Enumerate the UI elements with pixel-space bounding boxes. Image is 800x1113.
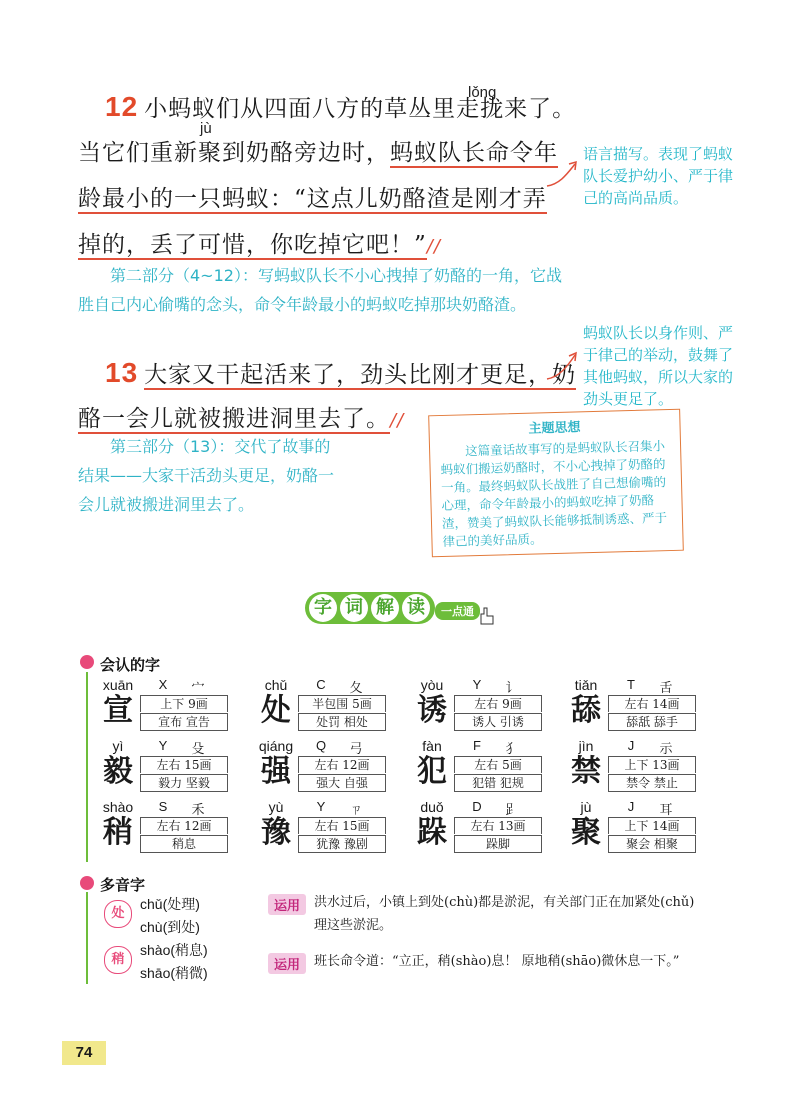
- char-structure: 左右 9画: [454, 695, 542, 712]
- char-initial: J: [627, 799, 635, 814]
- char-glyph: 跺: [417, 815, 447, 850]
- char-glyph: 犯: [417, 754, 447, 789]
- page-number: 74: [62, 1041, 106, 1065]
- usage-text: 洪水过后，小镇上到处(chù)都是淤泥，有关部门正在加紧处(chǔ): [314, 895, 695, 910]
- char-words: 跺脚: [454, 835, 542, 853]
- char-card: [256, 799, 396, 855]
- char-radical: 舌: [659, 681, 673, 696]
- char-card: [412, 677, 552, 733]
- theme-text: 这篇童话故事写的是蚂蚁队长召集小蚂蚁们搬运奶酪时，不小心拽掉了奶酪的一角。最终蚂蚁队长战胜了自己想偷嘴的心理，命令年龄最小的蚂蚁吃掉了奶酪渣，赞美了蚂蚁队长能够抵制诱惑、严于律己的美好品质。: [440, 438, 668, 549]
- char-initial: T: [627, 677, 635, 692]
- underlined-text: 大家又干起活来了，劲头比刚才更足，奶: [144, 362, 577, 388]
- char-glyph: 稍: [103, 815, 133, 850]
- char-initial: Y: [316, 799, 326, 814]
- char-words: 犯错 犯规: [454, 774, 542, 792]
- char-structure: 上下 14画: [608, 817, 696, 834]
- char-radical: 示: [659, 742, 673, 757]
- paragraph-number: 13: [105, 357, 139, 388]
- char-words: 聚会 相聚: [608, 835, 696, 853]
- text: 当它们重新聚到奶酪旁边时，: [78, 140, 390, 166]
- arrow-icon: [545, 345, 585, 385]
- char-initial: Y: [472, 677, 482, 692]
- char-initial: X: [158, 677, 168, 692]
- reading: chǔ(处理): [140, 896, 200, 912]
- char-structure: 半包围 5画: [298, 695, 386, 712]
- divider: [86, 892, 88, 984]
- char-pinyin: shào: [102, 799, 134, 815]
- section-banner: [305, 592, 481, 626]
- char-structure: 左右 15画: [140, 756, 228, 773]
- char-pinyin: tiǎn: [574, 677, 598, 693]
- section-title-polyphonic: 多音字: [100, 876, 146, 894]
- char-words: 犹豫 豫剧: [298, 835, 386, 853]
- paragraph-number: 12: [105, 91, 139, 122]
- char-words: 禁令 禁止: [608, 774, 696, 792]
- char-glyph: 禁: [571, 754, 601, 789]
- char-structure: 左右 14画: [608, 695, 696, 712]
- char-structure: 左右 13画: [454, 817, 542, 834]
- char-pinyin: jìn: [578, 738, 594, 754]
- usage-text: 理这些淤泥。: [314, 918, 393, 933]
- pencil-icon: [80, 655, 94, 669]
- char-words: 稍息: [140, 835, 228, 853]
- char-radical: 耳: [659, 803, 673, 818]
- char-card: [256, 677, 396, 733]
- pinyin-annotation: jù: [200, 120, 212, 137]
- char-pinyin: qiáng: [258, 738, 294, 754]
- char-words: 宣布 宣告: [140, 713, 228, 731]
- char-structure: 左右 15画: [298, 817, 386, 834]
- section-summary: 第三部分（13）：交代了故事的结果——大家干活劲头更足，奶酪一会儿就被搬进洞里去了。: [78, 437, 335, 514]
- paragraph-12-line1: [105, 84, 576, 132]
- pinyin-annotation: lǒng: [468, 84, 497, 101]
- char-radical: 犭: [505, 742, 519, 757]
- usage-tag: 运用: [268, 894, 306, 915]
- char-card: [566, 677, 706, 733]
- char-structure: 左右 12画: [140, 817, 228, 834]
- char-words: 舔舐 舔手: [608, 713, 696, 731]
- usage-tag: 运用: [268, 953, 306, 974]
- char-pinyin: yòu: [420, 677, 444, 693]
- theme-title: 主题思想: [528, 420, 581, 437]
- reading: chù(到处): [140, 919, 200, 935]
- char-glyph: 豫: [261, 815, 291, 850]
- paragraph-12-line3: [78, 176, 547, 222]
- arrow-icon: [545, 150, 585, 190]
- char-structure: 左右 5画: [454, 756, 542, 773]
- underlined-text: 龄最小的一只蚂蚁：“这点儿奶酪渣是刚才弄: [78, 186, 547, 212]
- usage-text: 班长命令道：“立正，稍(shào)息！ 原地稍(shāo)微休息一下。”: [314, 954, 680, 969]
- polyphonic-char: 处: [104, 900, 132, 928]
- char-initial: J: [627, 738, 635, 753]
- char-card: [98, 799, 238, 855]
- char-initial: C: [316, 677, 326, 692]
- char-radical: 弓: [349, 742, 363, 757]
- char-radical: ㄗ: [349, 803, 363, 818]
- underlined-text: 酪一会儿就被搬进洞里去了。: [78, 406, 390, 432]
- char-radical: 殳: [191, 742, 205, 757]
- char-words: 处罚 相处: [298, 713, 386, 731]
- char-card: [98, 677, 238, 733]
- char-glyph: 舔: [571, 693, 601, 728]
- char-card: [412, 799, 552, 855]
- char-card: [256, 738, 396, 794]
- polyphonic-char: 稍: [104, 946, 132, 974]
- char-glyph: 宣: [103, 693, 133, 728]
- reading: shào(稍息): [140, 942, 208, 958]
- char-radical: 禾: [191, 803, 205, 818]
- char-glyph: 聚: [571, 815, 601, 850]
- underlined-text: 蚂蚁队长命令年: [390, 140, 558, 166]
- char-pinyin: chǔ: [264, 677, 288, 693]
- margin-note: 语言描写。表现了蚂蚁队长爱护幼小、严于律己的高尚品质。: [583, 145, 734, 207]
- char-structure: 上下 13画: [608, 756, 696, 773]
- char-card: [566, 799, 706, 855]
- char-initial: Q: [315, 738, 327, 753]
- char-pinyin: fàn: [422, 738, 442, 754]
- banner-char: 字: [309, 594, 337, 622]
- char-initial: F: [473, 738, 481, 753]
- char-words: 毅力 坚毅: [140, 774, 228, 792]
- char-words: 强大 自强: [298, 774, 386, 792]
- char-card: [98, 738, 238, 794]
- char-words: 诱人 引诱: [454, 713, 542, 731]
- section-title-recognize: 会认的字: [100, 656, 161, 674]
- char-glyph: 诱: [417, 693, 447, 728]
- char-pinyin: yù: [268, 799, 284, 815]
- margin-note: 蚂蚁队长以身作则、严于律己的举动，鼓舞了其他蚂蚁，所以大家的劲头更足了。: [583, 324, 734, 408]
- char-glyph: 强: [261, 754, 291, 789]
- char-radical: 夂: [349, 681, 363, 696]
- banner-char: 词: [340, 594, 368, 622]
- section-slash: //: [390, 410, 405, 431]
- char-glyph: 处: [261, 693, 291, 728]
- char-pinyin: yì: [112, 738, 124, 754]
- char-pinyin: xuān: [102, 677, 134, 693]
- paragraph-12-line2: [78, 130, 558, 176]
- char-structure: 上下 9画: [140, 695, 228, 712]
- char-radical: 宀: [191, 681, 205, 696]
- banner-char: 读: [402, 594, 430, 622]
- text: 小蚂蚁们从四面八方的草丛里走拢来了。: [144, 96, 577, 122]
- divider: [86, 672, 88, 862]
- banner-char: 解: [371, 594, 399, 622]
- char-glyph: 毅: [103, 754, 133, 789]
- char-initial: S: [158, 799, 168, 814]
- char-radical: 讠: [505, 681, 519, 696]
- char-card: [566, 738, 706, 794]
- char-initial: D: [472, 799, 482, 814]
- section-summary: 第二部分（4~12）：写蚂蚁队长不小心拽掉了奶酪的一角，它战胜自己内心偷嘴的念头，命令年龄最小的蚂蚁吃掉那块奶酪渣。: [78, 266, 562, 314]
- reading: shāo(稍微): [140, 965, 208, 981]
- char-radical: 𧾷: [505, 803, 519, 818]
- char-pinyin: duǒ: [420, 799, 444, 815]
- hand-pointer-icon: [477, 604, 499, 626]
- char-structure: 左右 12画: [298, 756, 386, 773]
- banner-subtitle: 一点通: [435, 602, 480, 620]
- char-initial: Y: [158, 738, 168, 753]
- theme-box: [428, 409, 684, 558]
- char-card: [412, 738, 552, 794]
- char-pinyin: jù: [580, 799, 592, 815]
- paragraph-13-line1: [105, 350, 576, 398]
- pencil-icon: [80, 876, 94, 890]
- section-slash: //: [426, 236, 441, 257]
- underlined-text: 掉的，丢了可惜，你吃掉它吧！”: [78, 232, 427, 258]
